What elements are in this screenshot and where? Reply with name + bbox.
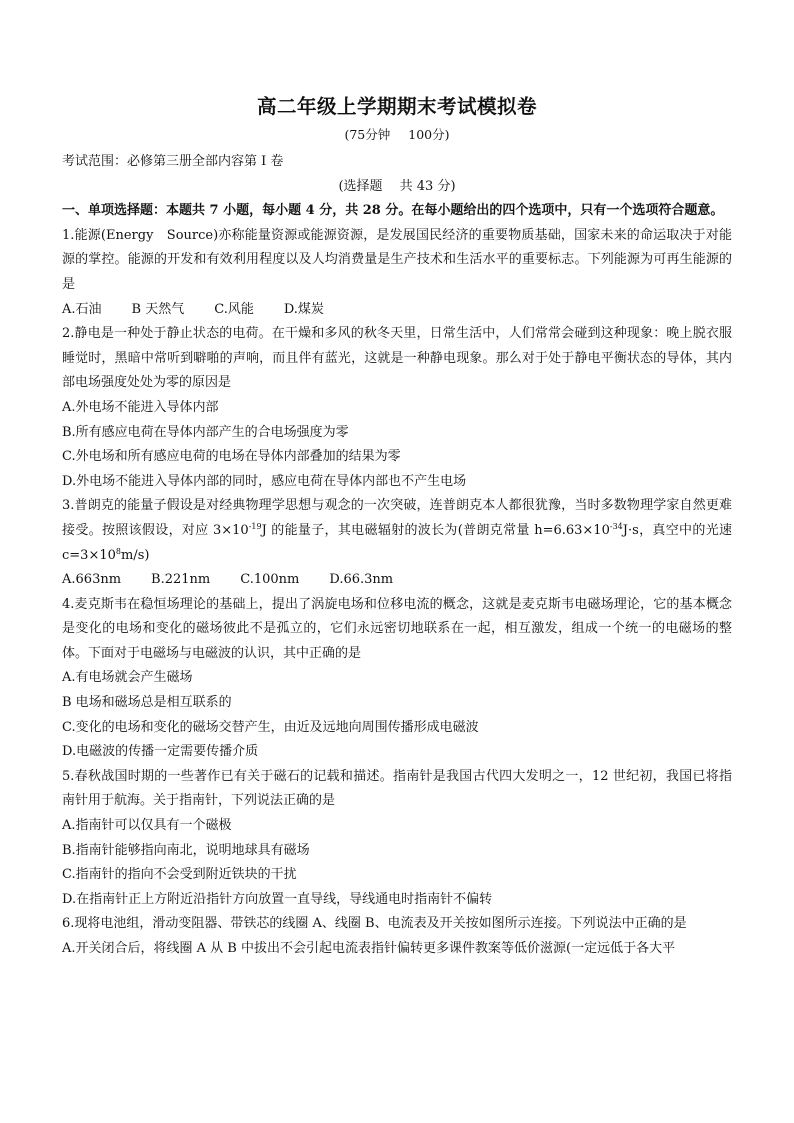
part-heading: (选择题 共 43 分): [338, 178, 456, 194]
question-5-stem: 5.春秋战国时期的一些著作已有关于磁石的记载和描述。指南针是我国古代四大发明之一，12 世纪初，我国已将指南针用于航海。关于指南针，下列说法正确的是: [62, 768, 732, 809]
option-a: A.指南针可以仅具有一个磁极: [62, 818, 232, 834]
option-b: B.指南针能够指向南北，说明地球具有磁场: [62, 842, 310, 858]
option-c: C.变化的电场和变化的磁场交替产生，由近及远地向周围传播形成电磁波: [62, 719, 479, 735]
option-d: D.外电场不能进入导体内部的同时，感应电荷在导体内部也不产生电场: [62, 473, 467, 489]
question-2-stem: 2.静电是一种处于静止状态的电荷。在干燥和多风的秋冬天里，日常生活中，人们常常会碰到这种现象：晚上脱衣服睡觉时，黑暗中常听到噼啪的声响，而且伴有蓝光，这就是一种静电现象。那么对于处于静电平衡状态的导体，其内部电场强度处处为零的原因是: [62, 326, 732, 391]
option-a: A.石油: [62, 301, 102, 317]
question-6-stem: 6.现将电池组，滑动变阻器、带铁芯的线圈 A、线圈 B、电流表及开关按如图所示连接。下列说法中正确的是: [62, 916, 687, 932]
option-d: D.电磁波的传播一定需要传播介质: [62, 744, 259, 760]
question-3-stem: [62, 494, 732, 568]
option-d: D.66.3nm: [329, 572, 394, 588]
exponent-2: -34: [609, 521, 623, 531]
exam-title: 高二年级上学期期末考试模拟卷: [256, 95, 537, 118]
exam-page: [62, 92, 732, 962]
question-1-options: [62, 298, 732, 323]
exponent-3: 8: [115, 546, 121, 556]
exam-time: (75分钟: [344, 127, 391, 142]
question-1-stem: 1.能源(Energy Source)亦称能量资源或能源资源，是发展国民经济的重要物质基础，国家未来的命运取决于对能源的掌控。能源的开发和有效利用程度以及人均消费量是生产技术和生活水平的重要标志。下列能源为可再生能源的是: [62, 227, 732, 292]
exponent-1: -19: [248, 521, 262, 531]
option-b: B 天然气: [131, 301, 185, 317]
option-c: C.风能: [214, 301, 254, 317]
exam-range: 考试范围：必修第三册全部内容第 I 卷: [62, 154, 284, 169]
option-d: D.在指南针正上方附近沿指针方向放置一直导线，导线通电时指南针不偏转: [62, 891, 493, 907]
exam-meta: [62, 122, 732, 148]
option-a: A.外电场不能进入导体内部: [62, 399, 219, 415]
question-4-stem: 4.麦克斯韦在稳恒场理论的基础上，提出了涡旋电场和位移电流的概念，这就是麦克斯韦电磁场理论，它的基本概念是变化的电场和变化的磁场彼此不是孤立的，它们永远密切地联系在一起，相互激发，组成一个统一的电磁场的整体。下面对于电磁场与电磁波的认识，其中正确的是: [62, 596, 732, 661]
option-c: C.指南针的指向不会受到附近铁块的干扰: [62, 867, 297, 883]
option-b: B.所有感应电荷在导体内部产生的合电场强度为零: [62, 424, 349, 440]
q3-text-part-2: J 的能量子，其电磁辐射的波长为(普朗克常量 h=6.63×10: [261, 522, 610, 538]
question-3-options: [62, 568, 732, 593]
option-d: D.煤炭: [283, 301, 324, 317]
option-b: B 电场和磁场总是相互联系的: [62, 695, 232, 711]
q3-text-part-3: J·s，真空中的光速 c=3×10: [62, 522, 733, 563]
exam-score: 100分): [408, 127, 450, 142]
option-a: A.663nm: [62, 572, 122, 588]
option-c: C.外电场和所有感应电荷的电场在导体内部叠加的结果为零: [62, 449, 401, 465]
option-a: A.有电场就会产生磁场: [62, 670, 193, 686]
option-b: B.221nm: [151, 572, 211, 588]
section-instructions: 一、单项选择题：本题共 7 小题，每小题 4 分，共 28 分。在每小题给出的四个选项中，只有一个选项符合题意。: [62, 203, 724, 219]
option-c: C.100nm: [240, 572, 300, 588]
option-a: A.开关闭合后，将线圈 A 从 B 中拔出不会引起电流表指针偏转更多课件教案等低价滋源(一定远低于各大平: [62, 941, 676, 956]
q3-text-part-4: m/s): [120, 547, 150, 563]
q3-text-part-1: 3.普朗克的能量子假设是对经典物理学思想与观念的一次突破，连普朗克本人都很犹豫，当时多数物理学家自然更难接受。按照该假设，对应 3×10: [62, 498, 732, 538]
